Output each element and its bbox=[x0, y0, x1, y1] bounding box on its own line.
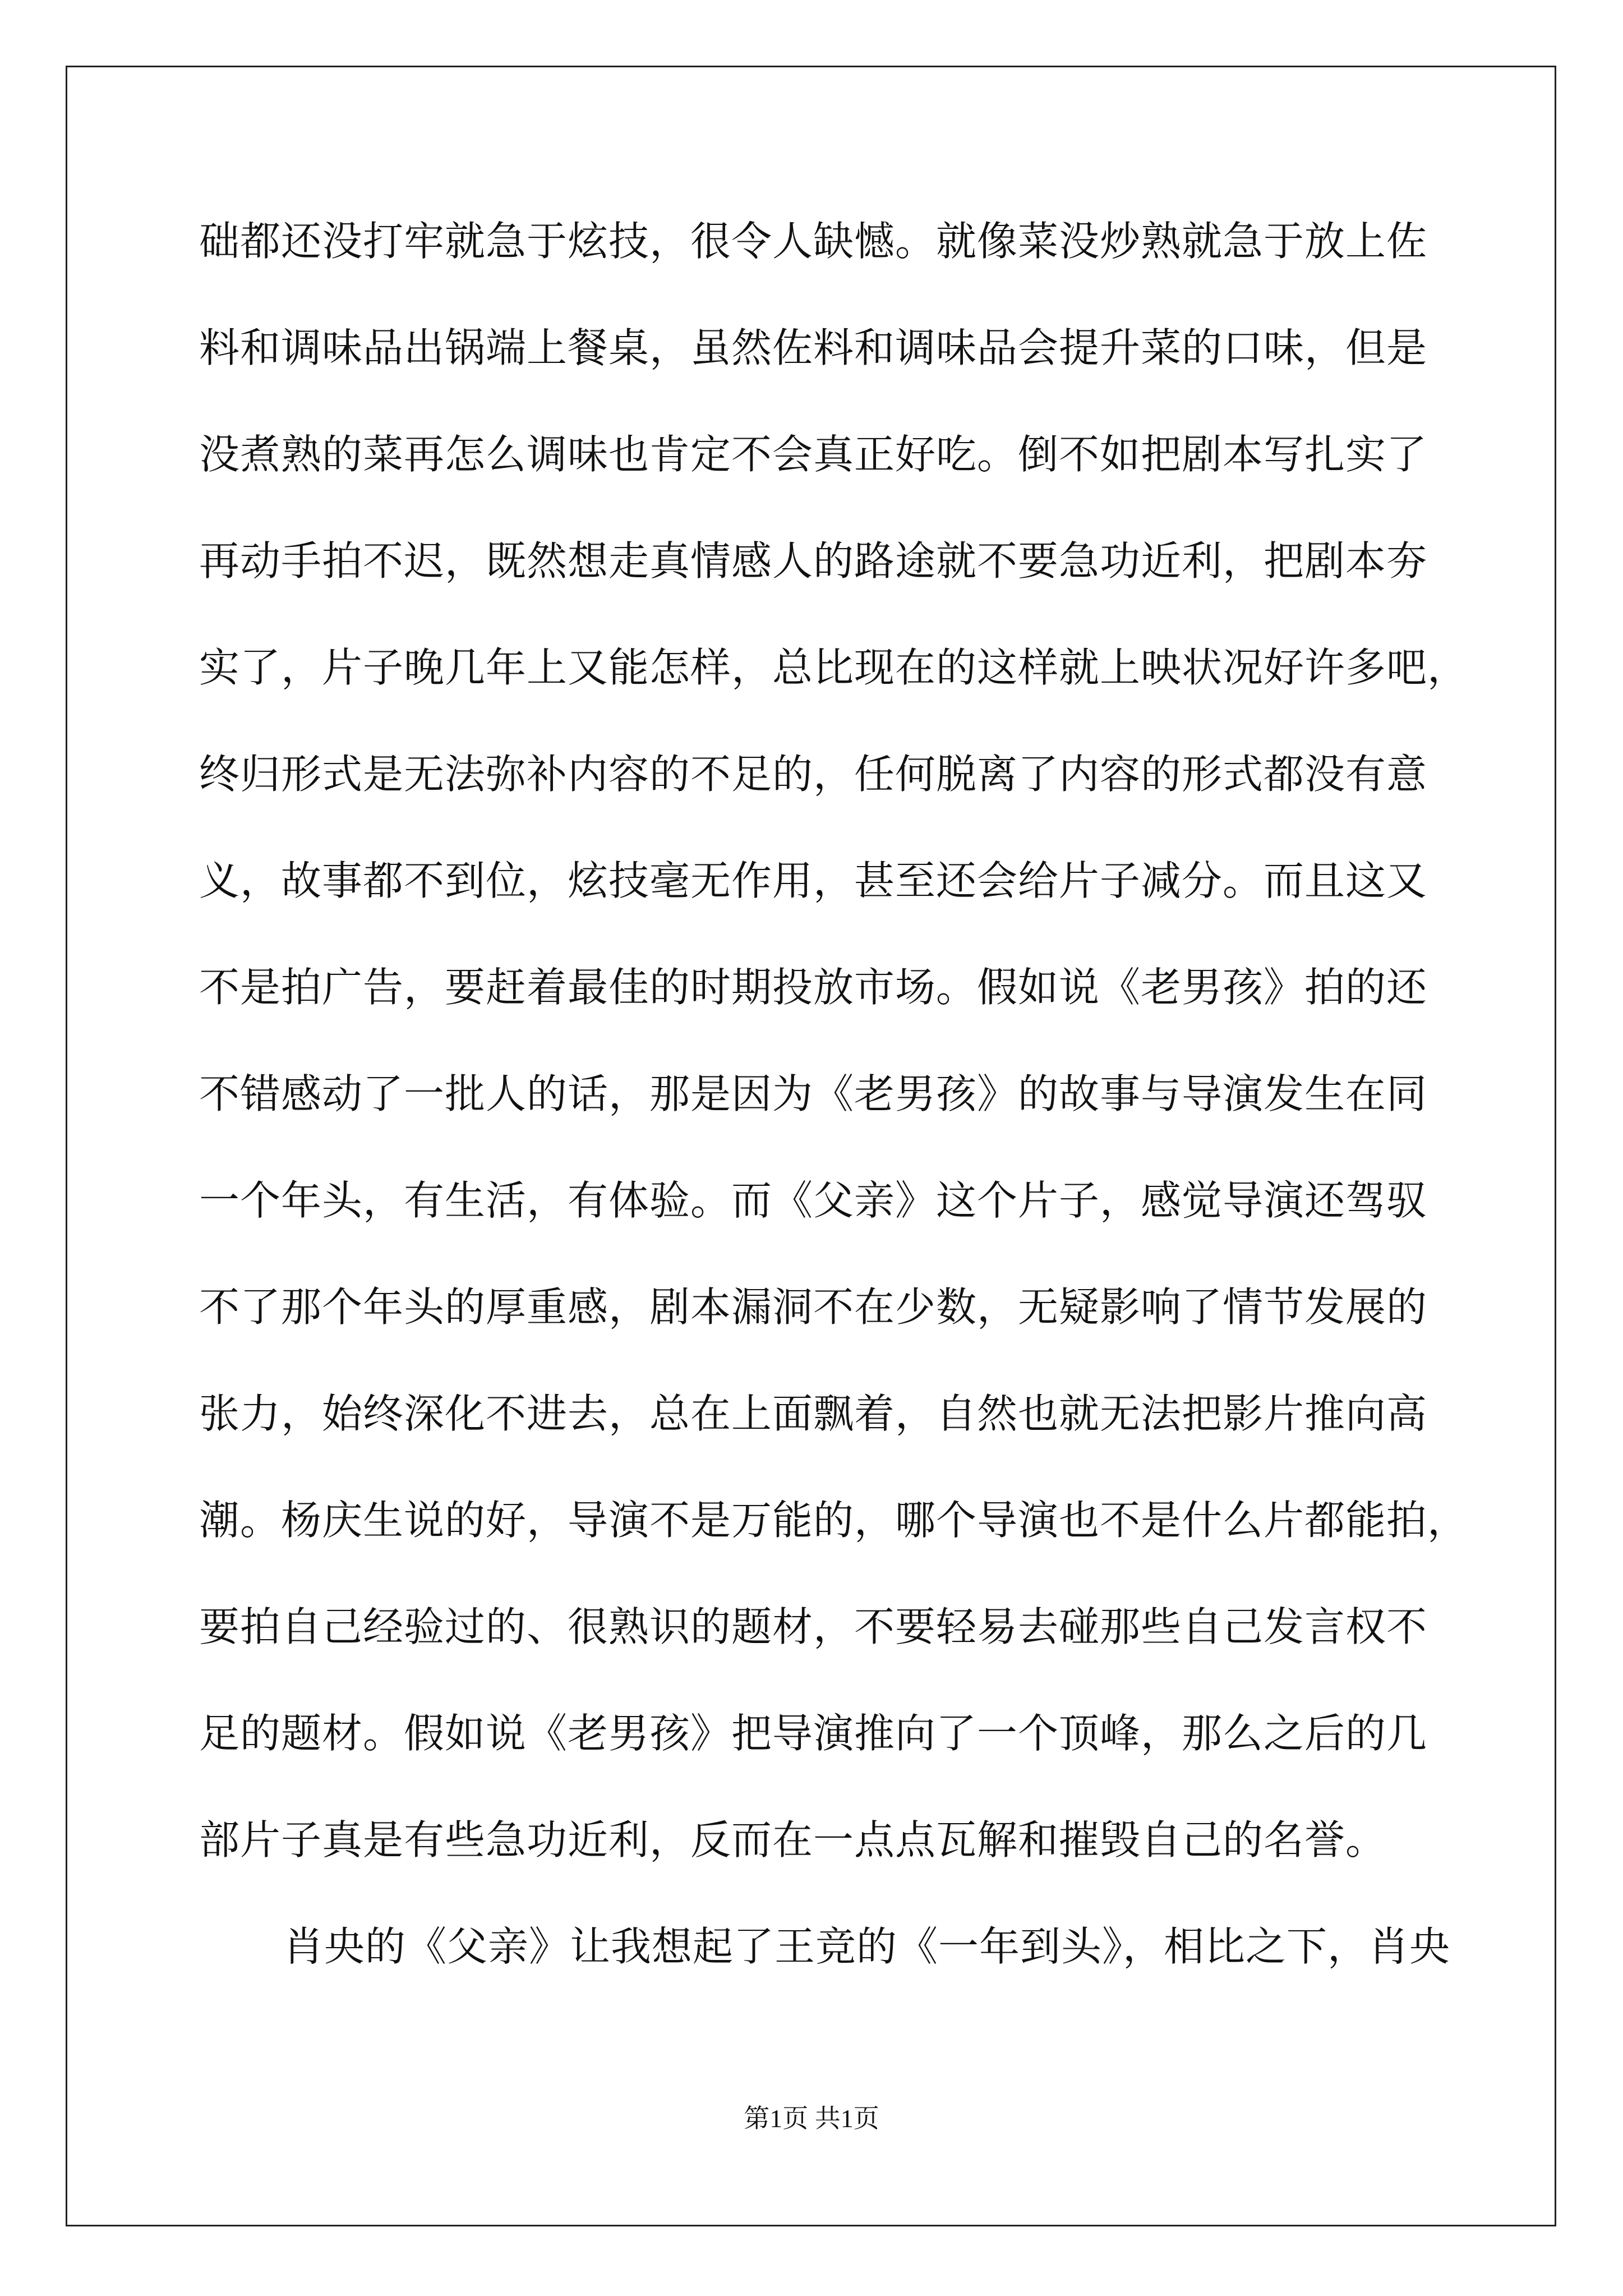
text-line: 再动手拍不迟，既然想走真情感人的路途就不要急功近利，把剧本夯 bbox=[199, 537, 1428, 585]
text-line: 终归形式是无法弥补内容的不足的，任何脱离了内容的形式都没有意 bbox=[199, 751, 1428, 798]
text-line: 义，故事都不到位，炫技毫无作用，甚至还会给片子减分。而且这又 bbox=[199, 857, 1428, 904]
text-line: 不是拍广告，要赶着最佳的时期投放市场。假如说《老男孩》拍的还 bbox=[199, 964, 1428, 1011]
page-number-footer: 第1页 共1页 bbox=[744, 2104, 879, 2133]
text-line: 潮。杨庆生说的好，导演不是万能的，哪个导演也不是什么片都能拍， bbox=[199, 1497, 1469, 1544]
text-line: 张力，始终深化不进去，总在上面飘着，自然也就无法把影片推向高 bbox=[199, 1390, 1428, 1437]
text-line: 不了那个年头的厚重感，剧本漏洞不在少数，无疑影响了情节发展的 bbox=[199, 1283, 1428, 1331]
text-line: 足的题材。假如说《老男孩》把导演推向了一个顶峰，那么之后的几 bbox=[199, 1710, 1428, 1757]
text-line: 要拍自己经验过的、很熟识的题材，不要轻易去碰那些自己发言权不 bbox=[199, 1603, 1428, 1650]
text-line: 础都还没打牢就急于炫技，很令人缺憾。就像菜没炒熟就急于放上佐 bbox=[199, 218, 1428, 265]
text-line: 一个年头，有生活，有体验。而《父亲》这个片子，感觉导演还驾驭 bbox=[199, 1177, 1428, 1224]
text-line: 实了，片子晚几年上又能怎样，总比现在的这样就上映状况好许多吧， bbox=[199, 644, 1469, 691]
text-line: 不错感动了一批人的话，那是因为《老男孩》的故事与导演发生在同 bbox=[199, 1070, 1428, 1117]
text-line: 没煮熟的菜再怎么调味也肯定不会真正好吃。倒不如把剧本写扎实了 bbox=[199, 431, 1428, 478]
text-line: 部片子真是有些急功近利，反而在一点点瓦解和摧毁自己的名誉。 bbox=[199, 1816, 1387, 1864]
body-text bbox=[199, 213, 1469, 2025]
text-line: 料和调味品出锅端上餐桌，虽然佐料和调味品会提升菜的口味，但是 bbox=[199, 324, 1428, 371]
paragraph-start-line: 肖央的《父亲》让我想起了王竞的《一年到头》，相比之下，肖央 bbox=[283, 1923, 1451, 1970]
